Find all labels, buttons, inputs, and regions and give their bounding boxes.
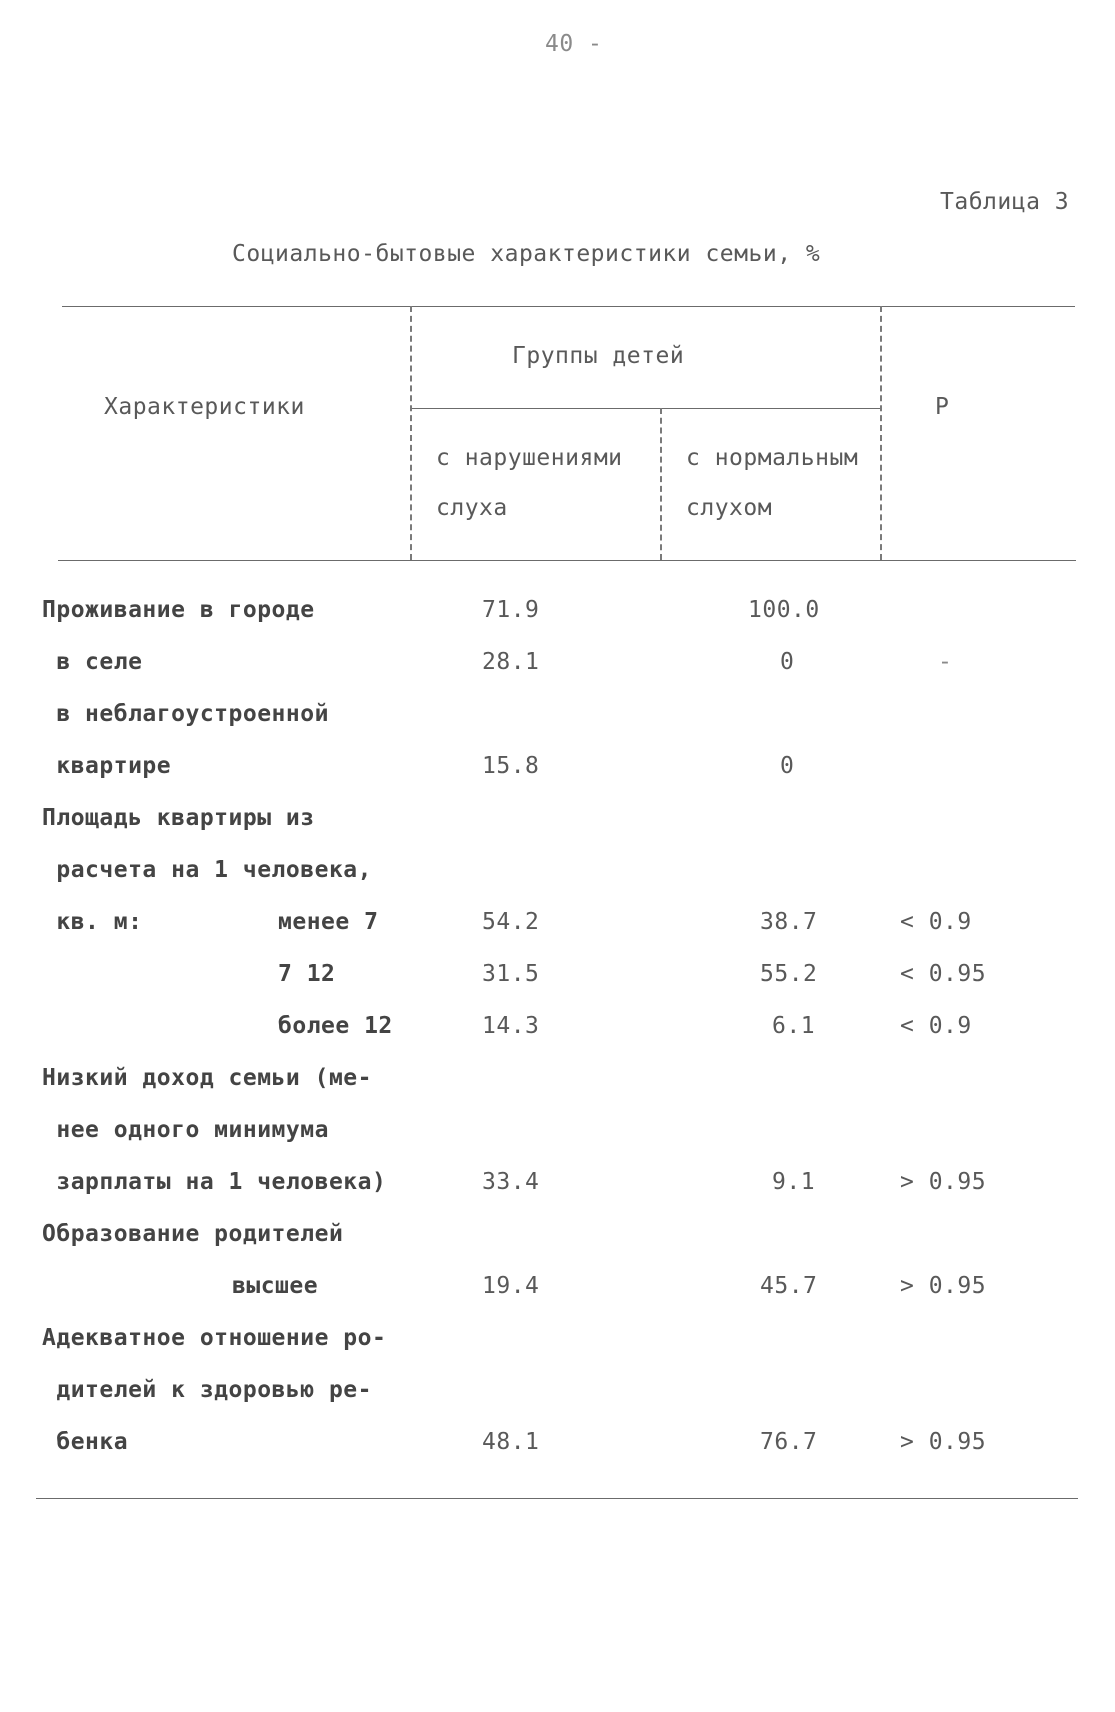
cell-value-hearing-impaired: 28.1 — [482, 649, 540, 675]
header-group2-line2: слухом — [686, 495, 773, 521]
row-label: Низкий доход семьи (ме- — [42, 1065, 372, 1091]
cell-p-value: > 0.95 — [900, 1169, 987, 1195]
cell-value-normal-hearing: 76.7 — [760, 1429, 818, 1455]
cell-value-normal-hearing: 100.0 — [748, 597, 820, 623]
cell-value-hearing-impaired: 71.9 — [482, 597, 540, 623]
group-header-rule — [412, 408, 882, 409]
table-top-rule — [62, 306, 1075, 307]
cell-value-hearing-impaired: 15.8 — [482, 753, 540, 779]
row-label: бенка — [42, 1429, 129, 1455]
row-sublabel: менее 7 — [278, 909, 379, 935]
cell-value-hearing-impaired: 19.4 — [482, 1273, 540, 1299]
header-group2-line1: с нормальным — [686, 445, 859, 471]
row-label: Проживание в городе — [42, 597, 315, 623]
cell-p-value: < 0.95 — [900, 961, 987, 987]
cell-value-normal-hearing: 9.1 — [772, 1169, 816, 1195]
table-bottom-rule — [36, 1498, 1078, 1499]
row-label: дителей к здоровью ре- — [42, 1377, 372, 1403]
header-p: P — [935, 394, 950, 420]
row-label: квартире — [42, 753, 172, 779]
cell-value-normal-hearing: 55.2 — [760, 961, 818, 987]
header-characteristics: Характеристики — [104, 394, 305, 420]
header-groups: Группы детей — [512, 343, 685, 369]
header-divider-left — [410, 306, 412, 560]
cell-value-hearing-impaired: 54.2 — [482, 909, 540, 935]
header-divider-middle — [660, 408, 662, 560]
cell-value-hearing-impaired: 14.3 — [482, 1013, 540, 1039]
cell-p-value: > 0.95 — [900, 1273, 987, 1299]
row-sublabel: более 12 — [278, 1013, 393, 1039]
header-divider-right — [880, 306, 882, 560]
header-group1-line1: с нарушениями — [436, 445, 623, 471]
cell-p-value: < 0.9 — [900, 1013, 972, 1039]
row-label: расчета на 1 человека, — [42, 857, 372, 883]
table-title: Социально-бытовые характеристики семьи, % — [232, 241, 821, 267]
table-label: Таблица 3 — [940, 189, 1070, 215]
cell-value-normal-hearing: 45.7 — [760, 1273, 818, 1299]
cell-value-normal-hearing: 6.1 — [772, 1013, 816, 1039]
cell-value-normal-hearing: 0 — [780, 649, 795, 675]
page-number: 40 - — [545, 31, 603, 57]
cell-value-normal-hearing: 0 — [780, 753, 795, 779]
row-label: кв. м: — [42, 909, 143, 935]
cell-value-hearing-impaired: 31.5 — [482, 961, 540, 987]
row-label: в неблагоустроенной — [42, 701, 329, 727]
cell-value-hearing-impaired: 33.4 — [482, 1169, 540, 1195]
row-label: нее одного минимума — [42, 1117, 329, 1143]
cell-p-value: - — [938, 649, 953, 675]
row-label: Площадь квартиры из — [42, 805, 315, 831]
header-group1-line2: слуха — [436, 495, 508, 521]
cell-value-normal-hearing: 38.7 — [760, 909, 818, 935]
cell-value-hearing-impaired: 48.1 — [482, 1429, 540, 1455]
row-label: зарплаты на 1 человека) — [42, 1169, 387, 1195]
row-sublabel: 7 12 — [278, 961, 336, 987]
cell-p-value: < 0.9 — [900, 909, 972, 935]
row-label: Адекватное отношение ро- — [42, 1325, 387, 1351]
row-label: в селе — [42, 649, 143, 675]
row-label: Образование родителей — [42, 1221, 344, 1247]
header-bottom-rule — [58, 560, 1076, 561]
row-sublabel: высшее — [232, 1273, 319, 1299]
cell-p-value: > 0.95 — [900, 1429, 987, 1455]
